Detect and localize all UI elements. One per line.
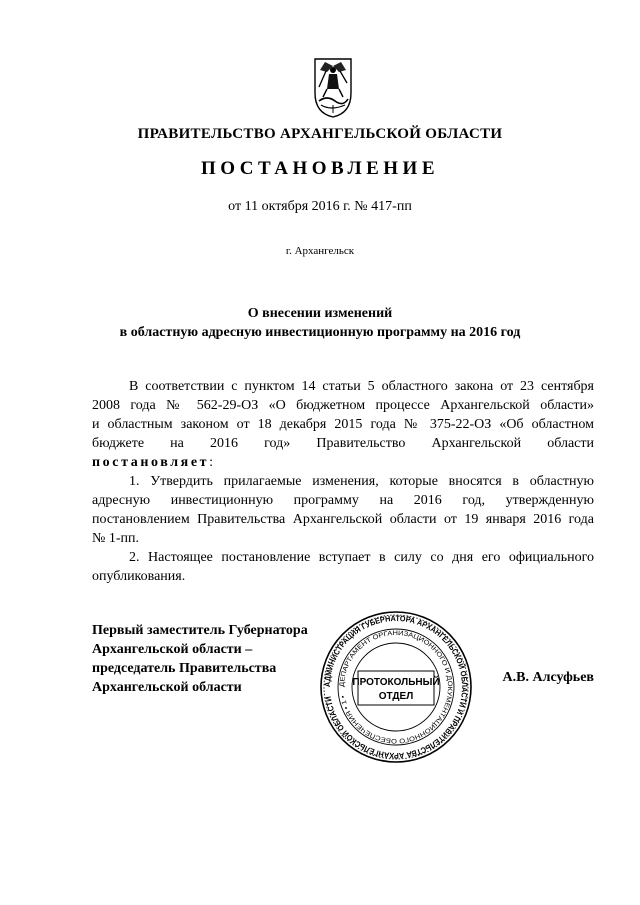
decree-colon: : — [209, 455, 214, 470]
stamp-outer-text: АДМИНИСТРАЦИЯ ГУБЕРНАТОРА АРХАНГЕЛЬСКОЙ ОБЛАСТИ И ПРАВИТЕЛЬСТВА АРХАНГЕЛЬСКОЙ ОБЛАСТИ — [322, 613, 470, 761]
signer-line: председатель Правительства — [92, 661, 277, 676]
document-subject — [0, 304, 640, 342]
document-city: г. Архангельск — [285, 245, 355, 257]
stamp-inner-text: ДЕПАРТАМЕНТ ОРГАНИЗАЦИОННОГО И ДОКУМЕНТАЦИОННОГО ОБЕСПЕЧЕНИЯ • 1 • — [338, 629, 454, 745]
government-title: ПРАВИТЕЛЬСТВО АРХАНГЕЛЬСКОЙ ОБЛАСТИ — [137, 126, 503, 142]
body-line: № 1-пп. — [92, 531, 140, 546]
body-line: и областным законом от 18 декабря 2015 года № 375-22-ОЗ «Об областном — [92, 417, 594, 432]
stamp-center-line: ПРОТОКОЛЬНЫЙ — [352, 677, 440, 688]
signer-line: Архангельской области — [92, 680, 242, 695]
body-line: 1. Утвердить прилагаемые изменения, которые вносятся в областную — [129, 474, 594, 489]
signer-line: Первый заместитель Губернатора — [92, 623, 308, 638]
body-line: бюджете на 2016 год» Правительство Архангельской области — [92, 436, 594, 451]
decree-word-line — [92, 453, 594, 472]
document-type: ПОСТАНОВЛЕНИЕ — [200, 158, 440, 179]
stamp-center-line: ОТДЕЛ — [378, 691, 414, 702]
body-line: В соответствии с пунктом 14 статьи 5 областного закона от 23 сентября — [129, 379, 594, 394]
body-line: адресную инвестиционную программу на 2016 год, утвержденную — [92, 493, 594, 508]
official-stamp — [318, 609, 474, 765]
signer-name: А.В. Алсуфьев — [502, 670, 594, 685]
document-date-number: от 11 октября 2016 г. № 417-пп — [228, 199, 412, 214]
document-body — [92, 377, 594, 586]
decree-word: постановляет — [92, 455, 210, 470]
subject-line: в областную адресную инвестиционную программу на 2016 год — [119, 325, 521, 340]
signer-line: Архангельской области – — [92, 642, 253, 657]
coat-of-arms-icon — [313, 57, 353, 119]
subject-line: О внесении изменений — [247, 306, 393, 321]
body-line: постановлением Правительства Архангельской области от 19 января 2016 года — [92, 512, 594, 527]
signer-position — [92, 621, 352, 697]
body-line: 2. Настоящее постановление вступает в силу со дня его официального — [129, 550, 594, 565]
body-line: 2008 года № 562-29-ОЗ «О бюджетном процессе Архангельской области» — [92, 398, 594, 413]
body-line: опубликования. — [92, 569, 186, 584]
